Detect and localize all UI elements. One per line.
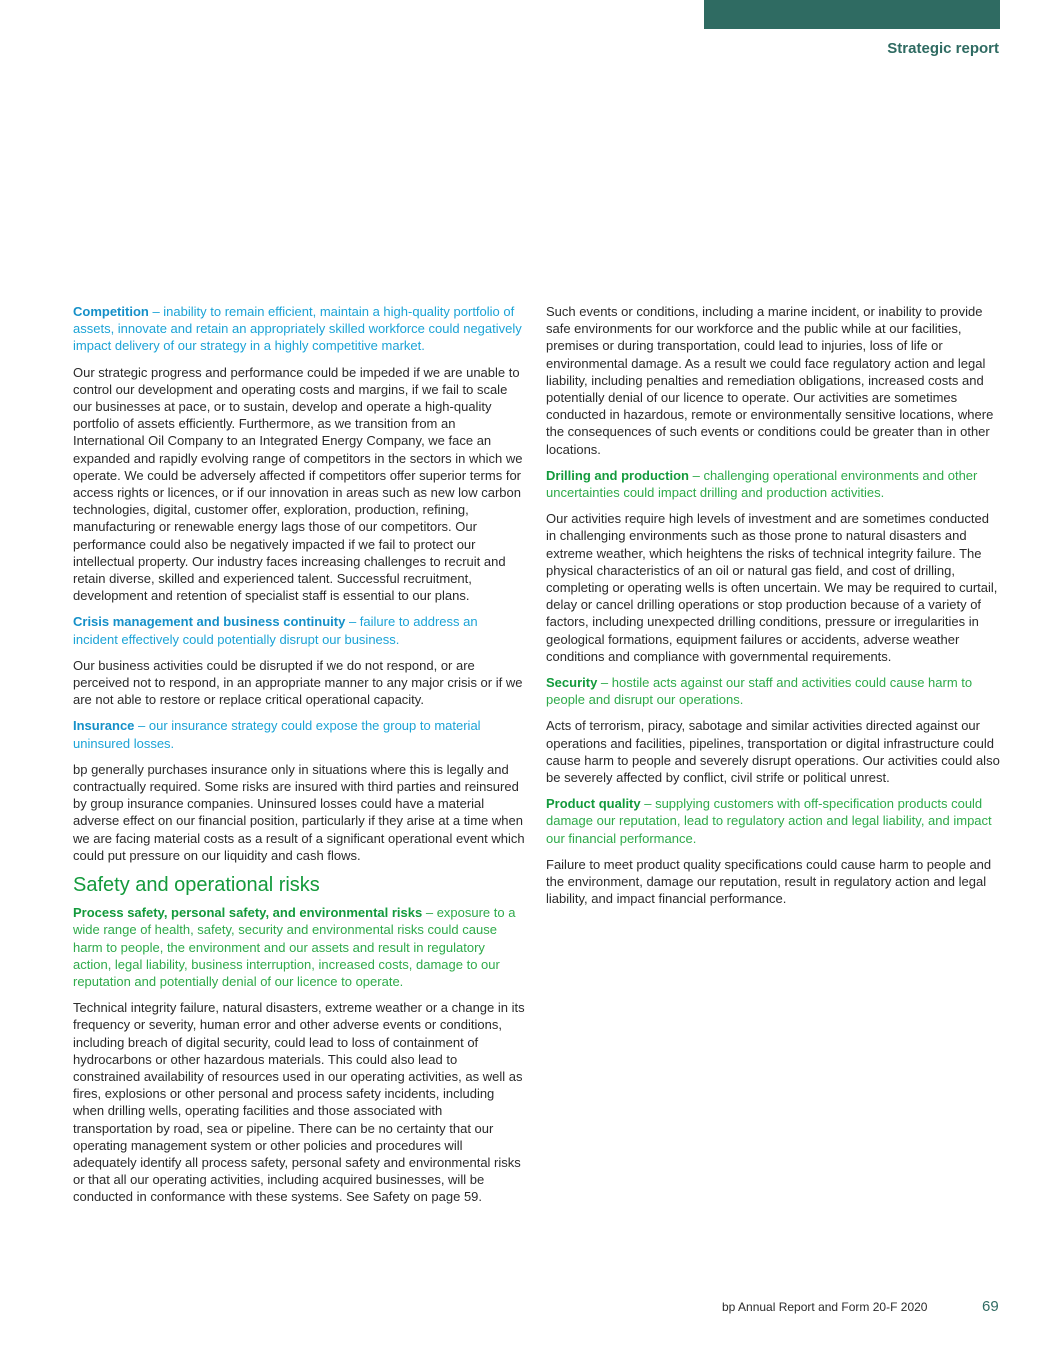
insurance-lead — [73, 717, 525, 751]
drilling-body: Our activities require high levels of investment and are sometimes conducted in challenging environments such as those prone to natural disasters and extreme weather, which heightens the risks of technical integrity failure. The physical characteristics of an oil or natural gas field, and cost of drilling, completing or operating wells is often uncertain. We may be required to curtail, delay or cancel drilling operations or stop production because of a variety of factors, including unexpected drilling conditions, pressure or irregularities in geological formations, equipment failures or accidents, adverse weather conditions and compliance with governmental requirements. — [546, 511, 998, 664]
security-title: Security — [546, 675, 598, 691]
crisis-lead — [73, 613, 525, 647]
process-safety-lead — [73, 904, 525, 990]
competition-title: Competition — [73, 304, 149, 319]
security-lead — [546, 674, 1001, 708]
page-number: 69 — [982, 1298, 999, 1315]
insurance-title: Insurance — [73, 718, 135, 734]
continuation-body: Such events or conditions, including a marine incident, or inability to provide safe environments for our workforce and the public while at our facilities, premises or during transportation, could lead to injuries, loss of life or environmental damage. As a result we could face regulatory action and legal liability, including penalties and remediation obligations, increased costs and potentially denial of our licence to operate. Our activities are sometimes conducted in hazardous, remote or environmentally sensitive locations, where the consequences of such events or conditions could be greater than in other locations. — [546, 304, 994, 457]
competition-lead-text: – inability to remain efficient, maintain a high-quality portfolio of assets, innovate and retain an appropriately skilled workforce could negatively impact delivery of our strategy in a highly competitive market. — [73, 304, 522, 354]
product-quality-title: Product quality — [546, 796, 641, 812]
left-column — [73, 303, 525, 1215]
security-body: Acts of terrorism, piracy, sabotage and similar activities directed against our operations and facilities, pipelines, transportation or digital infrastructure could cause harm to people and severely disrupt operations. Our activities could also be severely affected by conflict, civil strife or political unrest. — [546, 718, 1000, 786]
crisis-body: Our business activities could be disrupted if we do not respond, or are perceived not to respond, in an appropriate manner to any major crisis or if we are not able to restore or replace critical operational capacity. — [73, 657, 523, 708]
security-lead-text: – hostile acts against our staff and activities could cause harm to people and disrupt our operations. — [546, 675, 973, 708]
crisis-lead-text: – failure to address an incident effectively could potentially disrupt our business. — [73, 614, 478, 647]
section-label: Strategic report — [887, 40, 999, 57]
footer-report-title: bp Annual Report and Form 20-F 2020 — [722, 1300, 928, 1314]
product-quality-lead — [546, 795, 1001, 847]
process-safety-body: Technical integrity failure, natural disasters, extreme weather or a change in its frequency or severity, human error and other adverse events or conditions, including breach of digital security, could lead to loss of containment of hydrocarbons or other hazardous materials. This could also lead to constrained availability of resources used in our operating activities, as well as fires, explosions or other personal and process safety incidents, including when drilling wells, operating facilities and those associated with transportation by road, sea or pipeline. There can be no certainty that our operating management system or other policies and procedures will adequately identify all process safety, personal safety and environmental risks or that all our operating activities, including acquired businesses, will be conducted in conformance with these systems. See Safety on page 59. — [73, 1000, 525, 1205]
insurance-body: bp generally purchases insurance only in situations where this is legally and contractually required. Some risks are insured with third parties and reinsured by group insurance companies. Uninsured losses could have a material adverse effect on our financial position, particularly if they arise at a time when we are facing material costs as a result of a significant operational event which could put pressure on our liquidity and cash flows. — [73, 761, 525, 863]
safety-heading: Safety and operational risks — [73, 874, 320, 897]
competition-lead — [73, 303, 525, 355]
product-quality-lead-text: – supplying customers with off-specification products could damage our reputation, lead to regulatory action and legal liability, and impact our financial performance. — [546, 796, 992, 846]
drilling-lead — [546, 467, 1001, 501]
drilling-lead-text: – challenging operational environments and other uncertainties could impact drilling and production activities. — [546, 467, 978, 501]
process-safety-title: Process safety, personal safety, and environmental risks — [73, 905, 423, 921]
right-column — [546, 303, 1001, 917]
crisis-title: Crisis management and business continuity — [73, 614, 346, 630]
process-safety-lead-text: – exposure to a wide range of health, safety, security and environmental risks could cause harm to people, the environment and our assets and result in regulatory action, legal liability, business interruption, increased costs, damage to our reputation and potentially denial of our licence to operate. — [73, 905, 516, 989]
competition-body: Our strategic progress and performance could be impeded if we are unable to control our development and operating costs and margins, if we fail to scale our businesses at pace, or to sustain, develop and operate a high-quality portfolio of assets efficiently. Furthermore, as we transition from an International Oil Company to an Integrated Energy Company, we face an expanded and rapidly evolving range of competitors in the sectors in which we operate. We could be adversely affected if competitors offer superior terms for access rights or licences, or if our innovation in areas such as new low carbon technologies, digital, customer offer, exploration, production, refining, manufacturing or renewable energy lags those of our competitors. Our performance could also be negatively impacted if we fail to protect our intellectual property. Our industry faces increasing challenges to recruit and retain diverse, skilled and experienced talent. Successful recruitment, development and retention of specialist staff is essential to our plans. — [73, 364, 523, 604]
insurance-lead-text: – our insurance strategy could expose the group to material uninsured losses. — [73, 718, 481, 751]
drilling-title: Drilling and production — [546, 467, 689, 483]
header-bar — [704, 0, 1000, 29]
product-quality-body: Failure to meet product quality specifications could cause harm to people and the environment, damage our reputation, result in regulatory action and legal liability, and impact financial performance. — [546, 856, 992, 907]
